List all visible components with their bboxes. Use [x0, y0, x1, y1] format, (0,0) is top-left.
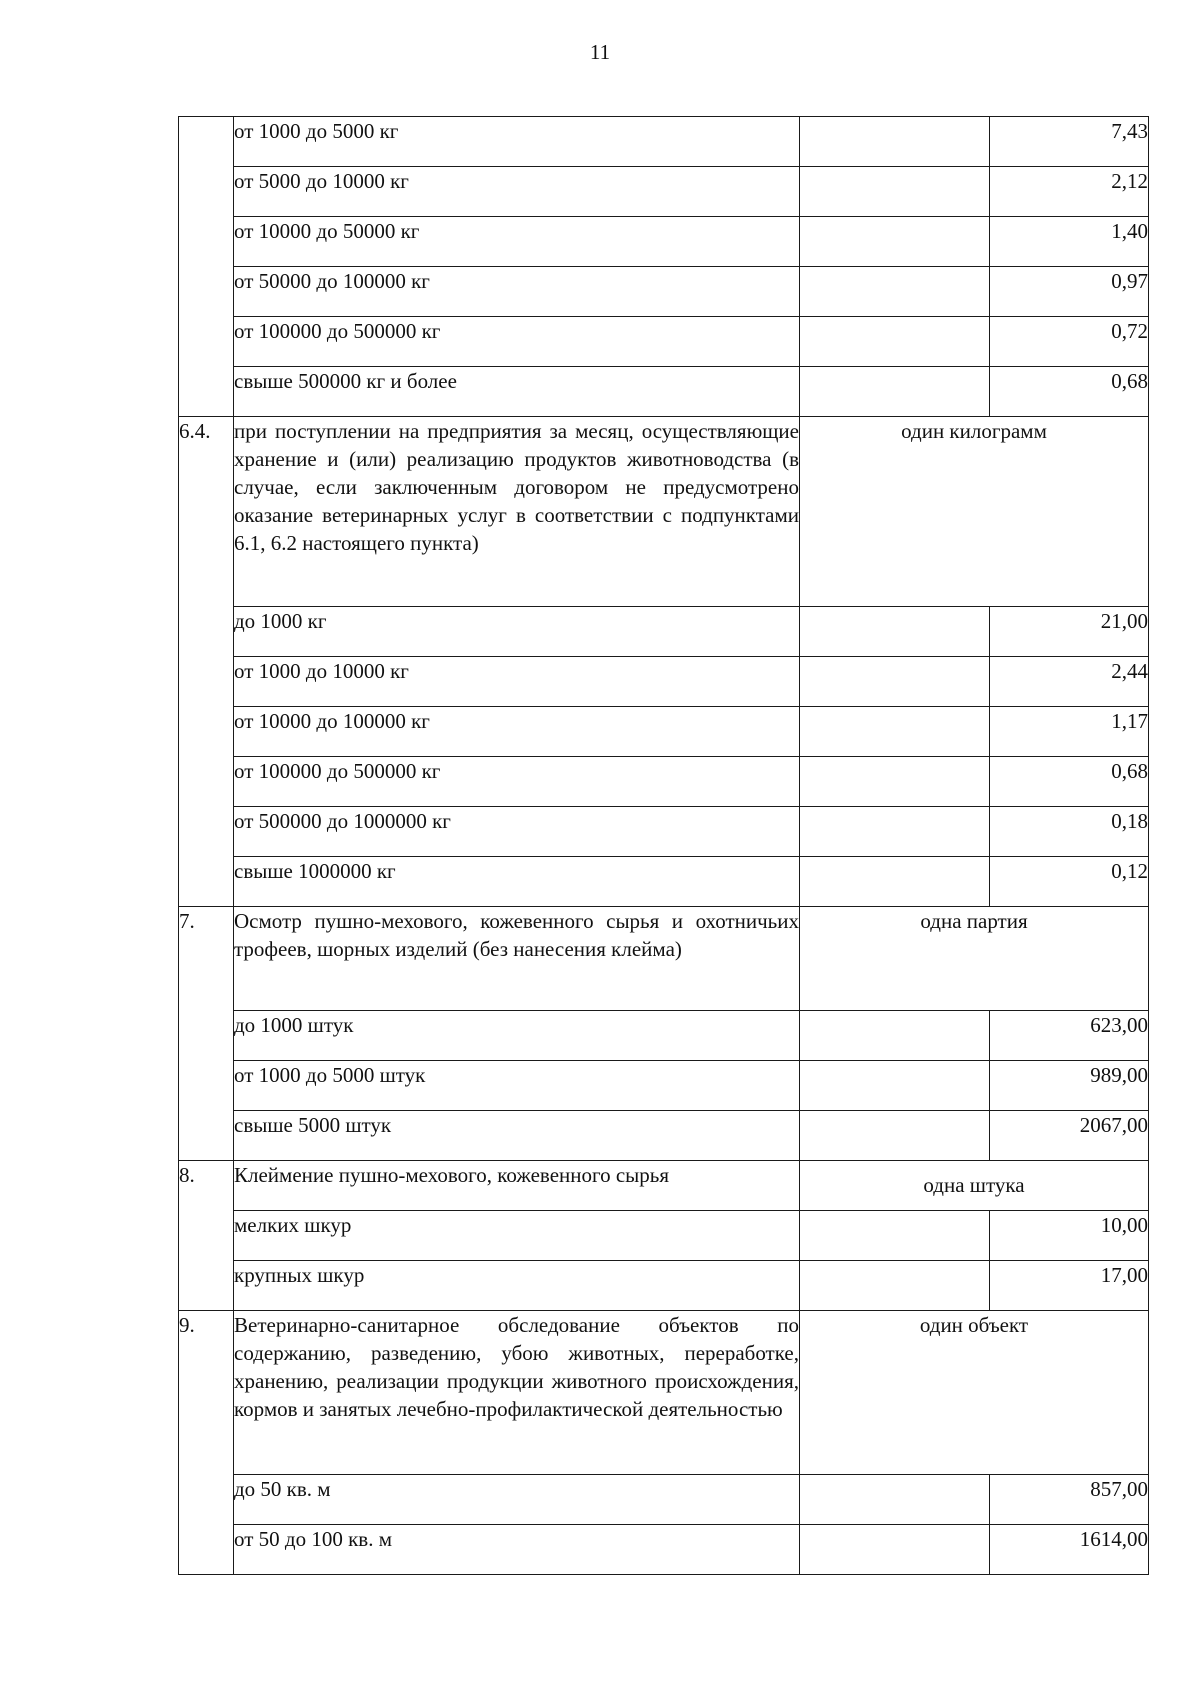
- table-row: [179, 1111, 1149, 1161]
- table-row: [179, 707, 1149, 757]
- unit-of-measure: один объект: [800, 1311, 1149, 1475]
- price-value: 0,72: [990, 317, 1149, 367]
- table-row: [179, 167, 1149, 217]
- price-value: 1,17: [990, 707, 1149, 757]
- table-row: [179, 857, 1149, 907]
- item-number-cell: 8.: [179, 1161, 234, 1311]
- price-value: 0,18: [990, 807, 1149, 857]
- table-row: [179, 1525, 1149, 1575]
- range-label: свыше 5000 штук: [234, 1111, 800, 1161]
- section-header-row: [179, 417, 1149, 607]
- range-label: свыше 1000000 кг: [234, 857, 800, 907]
- table-row: [179, 807, 1149, 857]
- range-label: от 1000 до 5000 штук: [234, 1061, 800, 1111]
- price-value: 1,40: [990, 217, 1149, 267]
- range-label: от 100000 до 500000 кг: [234, 757, 800, 807]
- price-value: 7,43: [990, 117, 1149, 167]
- section-header-row: [179, 1161, 1149, 1211]
- price-value: 21,00: [990, 607, 1149, 657]
- range-label: от 10000 до 100000 кг: [234, 707, 800, 757]
- range-label: крупных шкур: [234, 1261, 800, 1311]
- unit-of-measure: одна партия: [800, 907, 1149, 1011]
- section-header-row: [179, 1311, 1149, 1475]
- table-row: [179, 607, 1149, 657]
- section-description: Клеймение пушно-мехового, кожевенного сырья: [234, 1161, 800, 1211]
- table-row: [179, 367, 1149, 417]
- price-value: 623,00: [990, 1011, 1149, 1061]
- tariff-table: [178, 116, 1149, 1575]
- unit-of-measure: один килограмм: [800, 417, 1149, 607]
- table-row: [179, 267, 1149, 317]
- range-label: от 500000 до 1000000 кг: [234, 807, 800, 857]
- table-row: [179, 1261, 1149, 1311]
- price-value: 2,12: [990, 167, 1149, 217]
- price-value: 2067,00: [990, 1111, 1149, 1161]
- range-label: мелких шкур: [234, 1211, 800, 1261]
- item-number-cell: [179, 117, 234, 417]
- item-number-cell: 7.: [179, 907, 234, 1161]
- page-number: 11: [589, 40, 611, 64]
- price-value: 0,68: [990, 367, 1149, 417]
- range-label: от 100000 до 500000 кг: [234, 317, 800, 367]
- price-value: 857,00: [990, 1475, 1149, 1525]
- range-label: от 10000 до 50000 кг: [234, 217, 800, 267]
- section-description: при поступлении на предприятия за месяц, осуществляющие хранение и (или) реализацию продуктов животноводства (в случае, если заключенным договором не предусмотрено оказание ветеринарных услуг в соответствии с подпунктами 6.1, 6.2 настоящего пункта): [234, 417, 800, 607]
- range-label: до 50 кв. м: [234, 1475, 800, 1525]
- table-row: [179, 317, 1149, 367]
- range-label: от 50 до 100 кв. м: [234, 1525, 800, 1575]
- section-description: Ветеринарно-санитарное обследование объектов по содержанию, разведению, убою животных, переработке, хранению, реализации продукции животного происхождения, кормов и занятых лечебно-профилактической деятельностью: [234, 1311, 800, 1475]
- price-value: 0,97: [990, 267, 1149, 317]
- table-row: [179, 1475, 1149, 1525]
- table-row: [179, 1211, 1149, 1261]
- section-header-row: [179, 907, 1149, 1011]
- price-value: 1614,00: [990, 1525, 1149, 1575]
- price-value: 17,00: [990, 1261, 1149, 1311]
- table-row: [179, 117, 1149, 167]
- table-row: [179, 1061, 1149, 1111]
- range-label: от 50000 до 100000 кг: [234, 267, 800, 317]
- range-label: до 1000 штук: [234, 1011, 800, 1061]
- item-number-cell: 9.: [179, 1311, 234, 1575]
- section-description: Осмотр пушно-мехового, кожевенного сырья и охотничьих трофеев, шорных изделий (без нанесения клейма): [234, 907, 800, 1011]
- range-label: от 1000 до 10000 кг: [234, 657, 800, 707]
- price-value: 2,44: [990, 657, 1149, 707]
- price-value: 10,00: [990, 1211, 1149, 1261]
- range-label: от 5000 до 10000 кг: [234, 167, 800, 217]
- unit-of-measure: одна штука: [800, 1161, 1149, 1211]
- table-row: [179, 1011, 1149, 1061]
- range-label: от 1000 до 5000 кг: [234, 117, 800, 167]
- table-row: [179, 757, 1149, 807]
- range-label: свыше 500000 кг и более: [234, 367, 800, 417]
- price-value: 0,68: [990, 757, 1149, 807]
- table-row: [179, 657, 1149, 707]
- price-value: 0,12: [990, 857, 1149, 907]
- range-label: до 1000 кг: [234, 607, 800, 657]
- item-number-cell: 6.4.: [179, 417, 234, 907]
- table-row: [179, 217, 1149, 267]
- price-value: 989,00: [990, 1061, 1149, 1111]
